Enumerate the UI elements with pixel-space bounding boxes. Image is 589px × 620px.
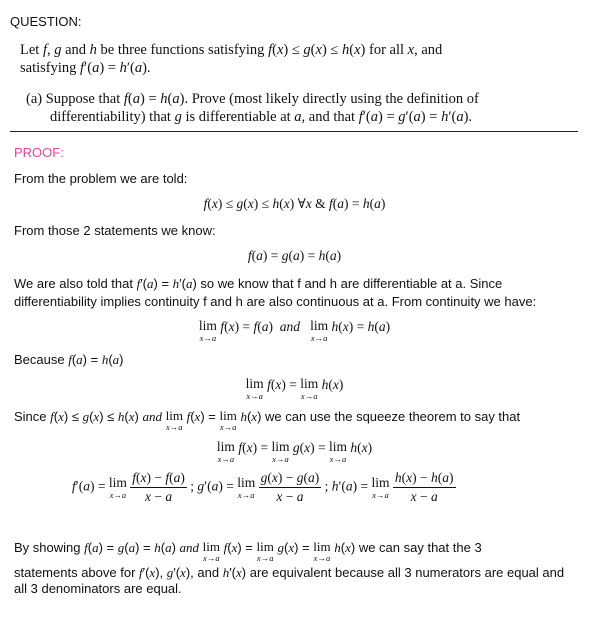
proof-because-text: Because f(a) = h(a) <box>14 352 124 367</box>
proof-told-text: From the problem we are told: <box>14 171 188 186</box>
equation-equal-at-a: f(a) = g(a) = h(a) <box>247 248 342 263</box>
question-heading: QUESTION: <box>10 14 82 29</box>
proof-conclusion-line-3: all 3 denominators are equal. <box>14 581 182 596</box>
proof-since-text: Since f(x) ≤ g(x) ≤ h(x) and lim x→a f(x) = lim x→a h(x) we can use the squeeze theorem to say that <box>14 408 521 432</box>
proof-heading: PROOF: <box>14 145 64 160</box>
equation-squeeze: lim x→a f(x) = lim x→a g(x) = lim x→a h(x) <box>216 439 373 464</box>
section-divider <box>10 131 578 132</box>
proof-also-line-1: We are also told that f′(a) = h′(a) so we know that f and h are differentiable at a. Since <box>14 276 503 291</box>
proof-conclusion-line-1: By showing f(a) = g(a) = h(a) and lim x→a f(x) = lim x→a g(x) = lim x→a h(x) we can say that the 3 <box>14 539 482 563</box>
proof-know-text: From those 2 statements we know: <box>14 223 216 238</box>
question-statement-line-2: satisfying f′(a) = h′(a). <box>20 60 151 76</box>
question-statement-line-1: Let f, g and h be three functions satisfying f(x) ≤ g(x) ≤ h(x) for all x, and <box>20 42 443 58</box>
proof-conclusion-line-2: statements above for f′(x), g′(x), and h′(x) are equivalent because all 3 numerators are equal and <box>14 565 565 580</box>
proof-also-line-2: differentiability implies continuity f and h are also continuous at a. From continuity we have: <box>14 294 537 309</box>
equation-given: f(x) ≤ g(x) ≤ h(x) ∀x & f(a) = h(a) <box>203 196 386 211</box>
part-label: (a) <box>26 91 43 107</box>
question-part-a-line-2: differentiability) that g is differentiable at a, and that f′(a) = g′(a) = h′(a). <box>50 109 473 125</box>
equation-limits-equal: lim x→a f(x) = lim x→a h(x) <box>245 376 344 401</box>
question-part-a-line-1: (a) Suppose that f(a) = h(a). Prove (most likely directly using the definition of <box>26 91 479 107</box>
equation-derivatives: f′(a) = lim x→a $\frac{f(x) - f(a)}{x - a}$ ; g′(a) = lim x→a $\frac{g(x) - g(a)}{x - a}$ ; h′(a) = lim x→a $\frac{h(x) - h(a)}{x - a}$ <box>72 470 454 504</box>
equation-continuity: lim x→a f(x) = f(a) and lim x→a h(x) = h(a) <box>198 318 391 343</box>
